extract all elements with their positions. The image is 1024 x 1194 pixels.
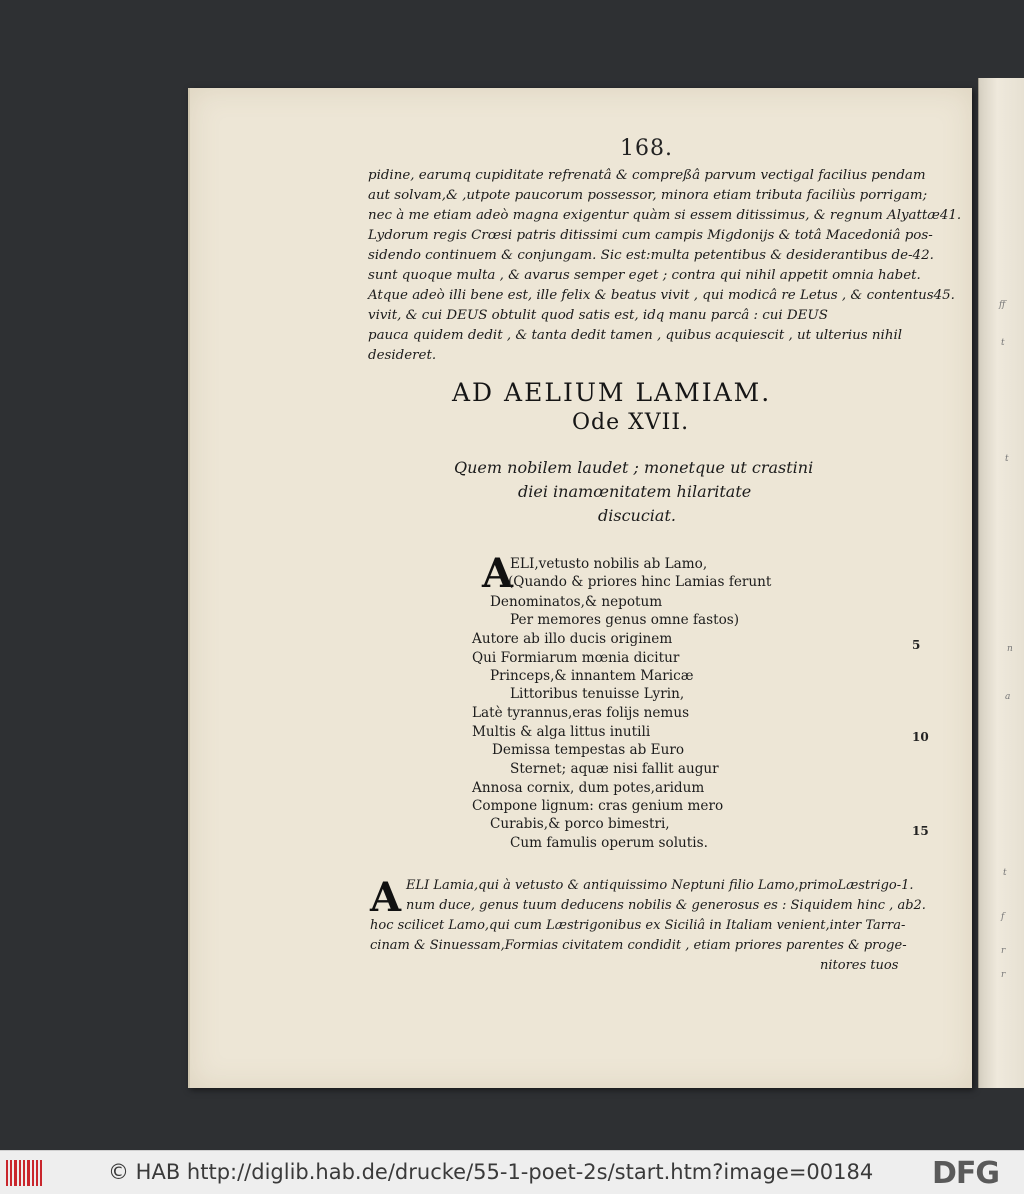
verse-line: Cum famulis operum solutis. [510, 835, 708, 851]
verse-line: Latè tyrannus,eras folijs nemus [472, 705, 690, 721]
verse-line: Princeps,& innantem Maricæ [490, 668, 694, 684]
verse-line: Per memores genus omne fastos) [510, 612, 740, 628]
dfg-logo: DFG [932, 1156, 1000, 1191]
commentary-line: ELI Lamia,qui à vetusto & antiquissimo Neptuni filio Lamo,primoLæstrigo-1. [406, 878, 914, 893]
verse-line: Autore ab illo ducis originem [472, 631, 673, 647]
verse-line: Curabis,& porco bimestri, [490, 816, 670, 832]
margin-mark: a [1005, 692, 1011, 702]
book-page [188, 88, 972, 1088]
verse-line: Sternet; aquæ nisi fallit augur [510, 761, 719, 777]
prose-line: pidine, earumq cupiditate refrenatâ & compreßâ parvum vectigal facilius pendam [368, 168, 926, 183]
verse-line: Demissa tempestas ab Euro [492, 742, 685, 758]
margin-mark: r [1001, 946, 1006, 956]
prose-line: vivit, & cui DEUS obtulit quod satis est, idq manu parcâ : cui DEUS [368, 308, 828, 323]
prose-line: Lydorum regis Crœsi patris ditissimi cum campis Migdonijs & totâ Macedoniâ pos- [368, 228, 933, 243]
commentary-line: cinam & Sinuessam,Formias civitatem condidit , etiam priores parentes & proge- [370, 938, 907, 953]
ode-number: Ode XVII. [572, 410, 690, 435]
margin-mark: ff [999, 300, 1006, 310]
margin-mark: r [1001, 970, 1006, 980]
prose-line: pauca quidem dedit , & tanta dedit tamen , quibus acquiescit , ut ulterius nihil [368, 328, 903, 343]
verse-drop-cap: A [482, 550, 514, 597]
verse-line: Qui Formiarum mœnia dicitur [472, 650, 680, 666]
verse-line: (Quando & priores hinc Lamias ferunt [508, 574, 772, 590]
argument-line: diei inamœnitatem hilaritate [518, 482, 752, 501]
facing-page-edge [978, 78, 1024, 1088]
verse-line: Annosa cornix, dum potes,aridum [472, 780, 705, 796]
footer-bar [0, 1150, 1024, 1194]
margin-mark: t [1001, 338, 1005, 348]
commentary-line: hoc scilicet Lamo,qui cum Læstrigonibus ex Siciliâ in Italiam venient,inter Tarra- [370, 918, 906, 933]
margin-mark: t [1003, 868, 1007, 878]
line-number: 10 [912, 730, 929, 744]
verse-line: Denominatos,& nepotum [490, 594, 663, 610]
prose-line: Atque adeò illi bene est, ille felix & beatus vivit , qui modicâ re Letus , & contentus45. [368, 288, 955, 303]
page-number: 168. [620, 136, 673, 161]
margin-mark: t [1005, 454, 1009, 464]
line-number: 5 [912, 638, 921, 652]
barcode-icon [6, 1160, 46, 1186]
ode-heading: AD AELIUM LAMIAM. [452, 378, 772, 407]
verse-line: ELI,vetusto nobilis ab Lamo, [510, 556, 708, 572]
commentary-line: num duce, genus tuum deducens nobilis & generosus es : Siquidem hinc , ab2. [406, 898, 926, 913]
prose-line: nec à me etiam adeò magna exigentur quàm si essem ditissimus, & regnum Alyattæ41. [368, 208, 962, 223]
verse-line: Littoribus tenuisse Lyrin, [510, 686, 685, 702]
margin-mark: f [1001, 912, 1005, 922]
margin-mark: n [1007, 644, 1013, 654]
prose-line: aut solvam,& ,utpote paucorum possessor, minora etiam tributa faciliùs porrigam; [368, 188, 928, 203]
verse-line: Compone lignum: cras genium mero [472, 798, 724, 814]
commentary-line: nitores tuos [820, 958, 899, 973]
permalink-link[interactable]: © HAB http://diglib.hab.de/drucke/55-1-poet-2s/start.htm?image=00184 [108, 1160, 874, 1184]
line-number: 15 [912, 824, 929, 838]
commentary-drop-cap: A [370, 874, 402, 921]
prose-line: desideret. [368, 348, 437, 363]
verse-line: Multis & alga littus inutili [472, 724, 651, 740]
prose-line: sidendo continuem & conjungam. Sic est:multa petentibus & desiderantibus de-42. [368, 248, 934, 263]
argument-line: Quem nobilem laudet ; monetque ut crastini [454, 458, 814, 477]
prose-line: sunt quoque multa , & avarus semper eget ; contra qui nihil appetit omnia habet. [368, 268, 921, 283]
argument-line: discuciat. [598, 506, 676, 525]
